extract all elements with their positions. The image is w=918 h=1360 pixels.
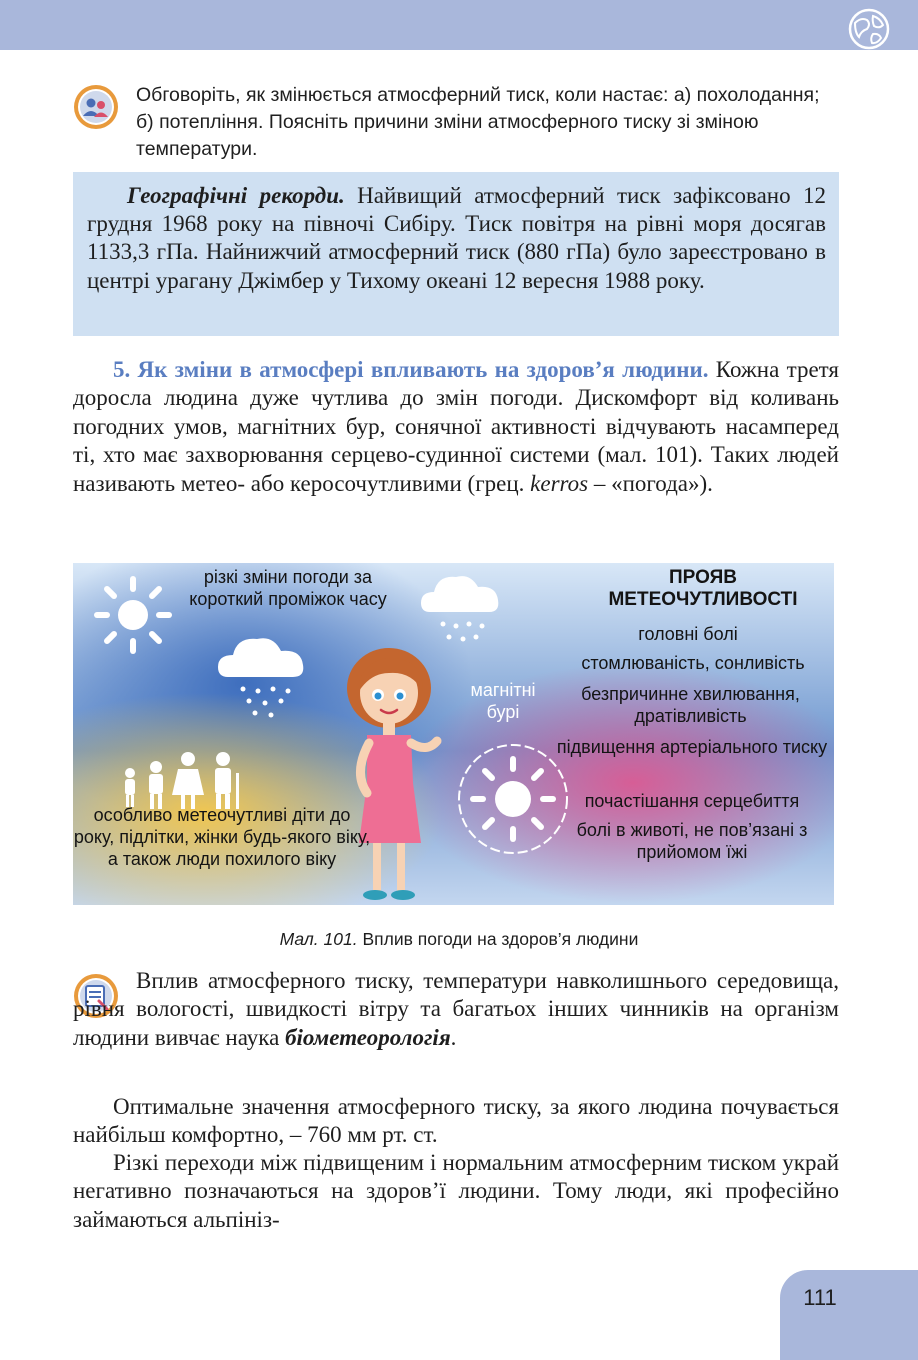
- magnetic-storms-label: магнітні бурі: [470, 680, 536, 722]
- optimal-pressure-paragraph: [73, 1093, 839, 1150]
- symptom-item: головні болі: [638, 624, 738, 644]
- biometeo-end: .: [450, 1024, 457, 1050]
- biometeo-text: Вплив атмосферного тиску, температури навколишнього середовища, рівня вологості, швидкості вітру та багатьох інших чинників на організм людини вивчає наука: [73, 968, 839, 1050]
- symptom-item: болі в животі, не пов’язані з прийомом їжі: [576, 820, 808, 862]
- discussion-icon: [73, 84, 119, 130]
- section-text: Кожна третя доросла людина дуже чутлива до змін погоди. Дискомфорт від коливань погодних умов, магнітних бур, сонячної активності відчувають насамперед ті, хто має захворювання серцево-судинної системи (мал. 101). Таких людей називають метео- або керосочутливими (грец.: [73, 357, 840, 496]
- records-text: [87, 182, 826, 295]
- section-heading: 5. Як зміни в атмосфері впливають на здоров’я людини.: [113, 357, 709, 382]
- records-body: Найвищий атмосферний тиск зафіксовано 12 грудня 1968 року на півночі Сибіру. Тиск повітря на рівні моря досягав 1133,3 гПа. Найнижчий атмосферний тиск (880 гПа) було зареєстровано в центрі урагану Джімбер у Тихому океані 12 вересня 1988 року.: [87, 183, 827, 293]
- weather-health-figure: [73, 563, 834, 905]
- caption-label: Мал. 101.: [279, 929, 358, 949]
- discussion-text: Обговоріть, як змінюється атмосферний тиск, коли настає: а) похолодання; б) потепління. Поясніть причини зміни атмосферного тиску зі зміною температури.: [136, 84, 820, 160]
- page-number-tab: [780, 1270, 918, 1360]
- weather-changes-label: різкі зміни погоди за короткий проміжок часу: [189, 567, 387, 609]
- biometeorology-paragraph: [73, 967, 839, 1052]
- globe-icon: [847, 7, 891, 51]
- header-band: [0, 0, 918, 50]
- figure-caption: [0, 929, 918, 950]
- symptoms-title: ПРОЯВ МЕТЕОЧУТЛИВОСТІ: [608, 567, 798, 610]
- records-title: Географічні рекорди.: [127, 183, 345, 208]
- symptom-item: підвищення артеріального тиску: [556, 737, 828, 757]
- optimal-pressure-text: Оптимальне значення атмосферного тиску, за якого людина почувається найбільш комфортно, – 760 мм рт. ст.: [73, 1094, 839, 1148]
- rain-cloud-icon: [213, 627, 313, 727]
- caption-text: Вплив погоди на здоров’я людини: [362, 929, 639, 949]
- family-icon: [118, 751, 248, 811]
- section-term: kerros: [530, 470, 589, 496]
- section-text-end: – «погода»).: [593, 470, 713, 496]
- sun-icon: [93, 575, 173, 655]
- pressure-transitions-paragraph: [73, 1149, 839, 1234]
- symptom-item: безпричинне хвилювання, дратівливість: [581, 684, 800, 726]
- page-number: 111: [803, 1285, 837, 1310]
- pressure-transitions-text: Різкі переходи між підвищеним і нормальним атмосферним тиском украй негативно позначаються на здоров’ї людини. Тому люди, які професійно займаються альпініз-: [73, 1150, 839, 1232]
- section-paragraph: [73, 356, 839, 498]
- symptom-item: почастішання серцебиття: [584, 791, 800, 811]
- biometeo-term: біометеорологія: [285, 1024, 451, 1050]
- sensitive-groups-label: особливо метеочутливі діти до року, підлітки, жінки будь-якого віку, а також люди похилого віку: [73, 805, 371, 869]
- symptom-item: стомлюваність, сонливість: [581, 653, 805, 673]
